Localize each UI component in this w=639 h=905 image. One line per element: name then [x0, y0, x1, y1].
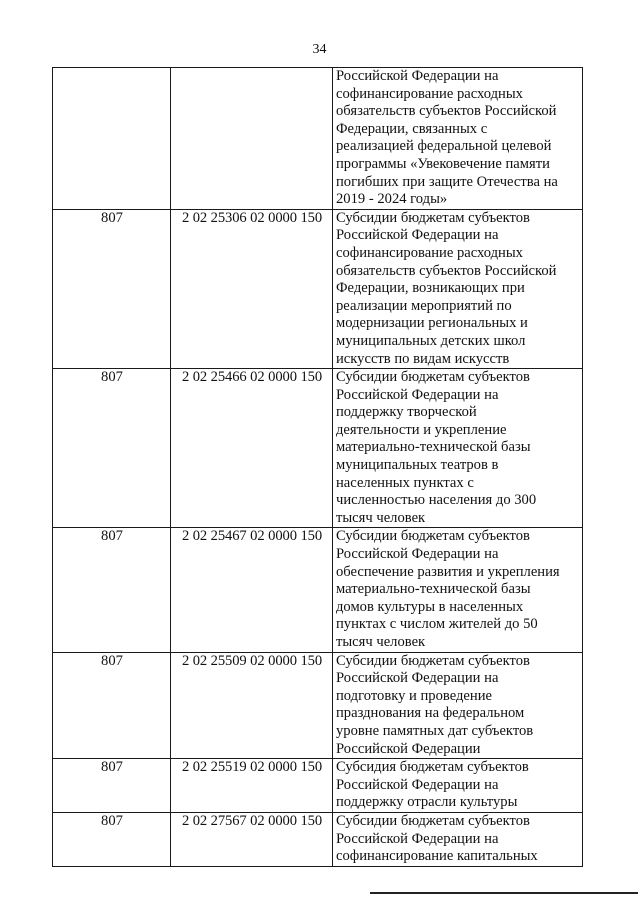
budget-classification-code-cell: 2 02 27567 02 0000 150 — [171, 812, 333, 866]
budget-classification-code-cell: 2 02 25467 02 0000 150 — [171, 528, 333, 652]
budget-classification-code-cell: 2 02 25466 02 0000 150 — [171, 369, 333, 528]
footer-rule — [370, 892, 638, 894]
revenue-name-line: деятельности и укрепление — [336, 421, 507, 438]
admin-code-cell: 807 — [53, 209, 171, 368]
revenue-name-line: искусств по видам искусств — [336, 350, 510, 367]
revenue-name-cell — [333, 369, 583, 528]
admin-code-cell: 807 — [53, 369, 171, 528]
revenue-name-line: материально-технической базы — [336, 439, 531, 456]
table-row — [53, 528, 583, 652]
revenue-name-cell — [333, 68, 583, 210]
revenue-name-line: Российской Федерации на — [336, 776, 499, 793]
revenue-name-line: Субсидии бюджетам субъектов — [336, 528, 530, 545]
revenue-name-line: Субсидии бюджетам субъектов — [336, 812, 530, 829]
revenue-name-line: празднования на федеральном — [336, 705, 525, 722]
revenue-name-line: Российской Федерации на — [336, 68, 499, 84]
revenue-name-line: тысяч человек — [336, 509, 426, 526]
revenue-name-cell — [333, 812, 583, 866]
revenue-name-line: пунктах с числом жителей до 50 — [336, 616, 538, 633]
revenue-name-line: модернизации региональных и — [336, 315, 528, 332]
budget-revenue-table — [52, 67, 583, 867]
admin-code-cell — [53, 68, 171, 210]
admin-code-cell: 807 — [53, 812, 171, 866]
revenue-name-line: Российской Федерации на — [336, 386, 499, 403]
revenue-name-line: поддержку творческой — [336, 404, 477, 421]
revenue-name-cell — [333, 652, 583, 759]
revenue-name-line: софинансирование расходных — [336, 244, 523, 261]
revenue-name-cell — [333, 528, 583, 652]
table-row — [53, 369, 583, 528]
revenue-name-line: тысяч человек — [336, 634, 426, 650]
budget-classification-code-cell — [171, 68, 333, 210]
revenue-name-cell — [333, 209, 583, 368]
admin-code-cell: 807 — [53, 759, 171, 813]
table-body — [53, 68, 583, 867]
revenue-name-line: Субсидии бюджетам субъектов — [336, 652, 530, 669]
revenue-name-line: Российской Федерации на — [336, 830, 499, 847]
revenue-name-line: обязательств субъектов Российской — [336, 103, 557, 120]
revenue-name-line: обязательств субъектов Российской — [336, 262, 557, 279]
revenue-name-line: численностью населения до 300 — [336, 492, 537, 509]
budget-classification-code-cell: 2 02 25509 02 0000 150 — [171, 652, 333, 759]
revenue-name-line: муниципальных детских школ — [336, 332, 526, 349]
revenue-name-line: подготовку и проведение — [336, 687, 492, 704]
revenue-name-line: реализации мероприятий по — [336, 297, 512, 314]
table-row — [53, 209, 583, 368]
revenue-name-cell — [333, 759, 583, 813]
revenue-name-line: Субсидии бюджетам субъектов — [336, 209, 530, 226]
revenue-name-line: Российской Федерации на — [336, 227, 499, 244]
revenue-name-line: софинансирование капитальных — [336, 848, 538, 865]
table-row — [53, 68, 583, 210]
revenue-name-line: Субсидия бюджетам субъектов — [336, 759, 529, 776]
admin-code-cell: 807 — [53, 652, 171, 759]
revenue-name-line: муниципальных театров в — [336, 457, 499, 474]
revenue-name-line: поддержку отрасли культуры — [336, 794, 518, 811]
table-row — [53, 812, 583, 866]
revenue-name-line: 2019 - 2024 годы» — [336, 191, 448, 208]
revenue-name-line: материально-технической базы — [336, 581, 531, 598]
revenue-name-line: программы «Увековечение памяти — [336, 155, 550, 172]
revenue-name-line: домов культуры в населенных — [336, 598, 524, 615]
budget-classification-code-cell: 2 02 25306 02 0000 150 — [171, 209, 333, 368]
admin-code-cell: 807 — [53, 528, 171, 652]
revenue-name-line: реализацией федеральной целевой — [336, 138, 552, 155]
page-number: 34 — [312, 42, 327, 57]
revenue-name-line: Российской Федерации на — [336, 546, 499, 563]
revenue-name-line: Федерации, возникающих при — [336, 280, 525, 297]
revenue-name-line: населенных пунктах с — [336, 474, 474, 491]
revenue-name-line: Субсидии бюджетам субъектов — [336, 369, 530, 386]
revenue-name-line: Российской Федерации — [336, 740, 481, 757]
budget-classification-code-cell: 2 02 25519 02 0000 150 — [171, 759, 333, 813]
revenue-name-line: уровне памятных дат субъектов — [336, 722, 534, 739]
table-row — [53, 652, 583, 759]
revenue-name-line: обеспечение развития и укрепления — [336, 563, 560, 580]
revenue-name-line: погибших при защите Отечества на — [336, 173, 558, 190]
revenue-name-line: Российской Федерации на — [336, 670, 499, 687]
table-row — [53, 759, 583, 813]
revenue-name-line: Федерации, связанных с — [336, 120, 488, 137]
revenue-name-line: софинансирование расходных — [336, 85, 523, 102]
